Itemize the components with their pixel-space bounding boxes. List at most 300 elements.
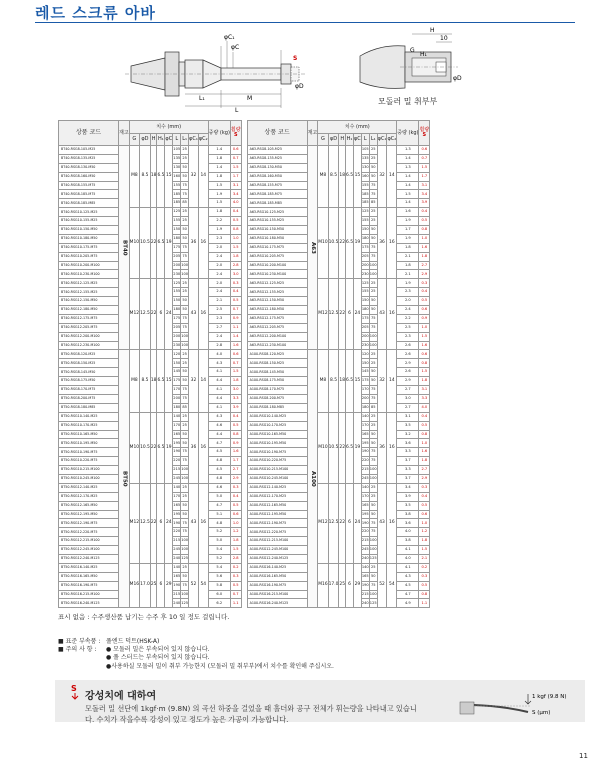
dim-l-left: 125	[173, 208, 181, 217]
spec-g-right: M8	[318, 146, 328, 208]
label-h1: H₁	[420, 51, 427, 58]
dim-l-right: 240	[361, 599, 369, 608]
accessory-text: ●사용하실 모돌러 밀이 취부 가능한지 (모돌러 밀 취부부)에서 치수를 확인해 주십시오.	[106, 662, 334, 670]
dim-l1-right: 50	[369, 306, 377, 315]
dim-l1-right: 25	[369, 483, 377, 492]
dim-l1-left: 25	[181, 483, 189, 492]
dim-l-right: 120	[361, 350, 369, 359]
product-code-right: A100-RSG8-145-M50	[247, 368, 307, 377]
dim-l-right: 150	[361, 359, 369, 368]
deflection-left: 0.9	[230, 314, 241, 323]
deflection-left: 4.0	[230, 199, 241, 208]
product-code-right: A100-RSG16-165-M50	[247, 572, 307, 581]
spec-g-right: M8	[318, 350, 328, 412]
spec-h1-right: 6.5	[346, 412, 354, 483]
deflection-left: 1.5	[230, 546, 241, 555]
weight-left: 1.8	[208, 154, 230, 163]
product-code-right: A100-RSG8-170-M75	[247, 386, 307, 395]
spec-c-left: 24	[165, 279, 173, 350]
dim-l-left: 190	[173, 519, 181, 528]
dim-l-left: 200	[173, 394, 181, 403]
dim-l1-right: 75	[369, 519, 377, 528]
deflection-left: 2.7	[230, 466, 241, 475]
weight-right: 1.6	[397, 208, 419, 217]
product-code-right: A63-RSG12-205-M75	[247, 323, 307, 332]
weight-left: 2.0	[208, 243, 230, 252]
accessory-label	[58, 654, 106, 662]
weight-right: 3.0	[397, 394, 419, 403]
deflection-left: 0.2	[230, 563, 241, 572]
dim-l-left: 185	[173, 190, 181, 199]
dim-l-right: 175	[361, 314, 369, 323]
weight-left: 4.3	[208, 412, 230, 421]
weight-left: 5.4	[208, 563, 230, 572]
spec-h-left: 22	[150, 483, 157, 563]
product-code-right: A63-RSG10-180-M50	[247, 234, 307, 243]
weight-left: 2.4	[208, 270, 230, 279]
product-code-left: BT50-RSG8-180-M85	[59, 403, 119, 412]
spec-c-left: 15	[165, 146, 173, 208]
weight-right: 1.3	[397, 163, 419, 172]
deflection-right: 1.1	[419, 599, 430, 608]
weight-left: 4.4	[208, 394, 230, 403]
dim-l-right: 180	[361, 306, 369, 315]
spec-d-left: 12.5	[140, 483, 151, 563]
weight-left: 5.2	[208, 528, 230, 537]
dim-l-left: 170	[173, 421, 181, 430]
detail-caption: 모돌러 밀 취부부	[378, 97, 438, 106]
deflection-right: 0.4	[419, 492, 430, 501]
spec-h1-right: 6	[346, 483, 354, 563]
dim-l-left: 165	[173, 430, 181, 439]
th-dim-col: L	[173, 134, 181, 146]
product-code-left: BT40-RSG8-185-M85	[59, 199, 119, 208]
th-dim-col: φC₂	[387, 134, 397, 146]
spec-h1-right: 6.5	[346, 208, 354, 279]
deflection-left: 0.4	[230, 492, 241, 501]
deflection-right: 0.5	[419, 421, 430, 430]
product-code-right: A100-RSG10-195-M50	[247, 439, 307, 448]
dim-l-right: 165	[361, 501, 369, 510]
dim-l1-left: 25	[181, 217, 189, 226]
spec-c1-right: 36	[377, 208, 387, 279]
deflection-right: 3.3	[419, 394, 430, 403]
deflection-right: 0.5	[419, 581, 430, 590]
product-code-right: A63-RSG10-230-M100	[247, 270, 307, 279]
deflection-right: 0.8	[419, 590, 430, 599]
accessory-line	[58, 654, 334, 662]
deflection-right: 1.0	[419, 234, 430, 243]
weight-left: 2.5	[208, 306, 230, 315]
dim-l-left: 165	[173, 572, 181, 581]
spec-c-right: 15	[354, 350, 362, 412]
product-code-right: A63-RSG8-105-M25	[247, 146, 307, 155]
spec-h-right: 18	[339, 350, 346, 412]
dim-l1-left: 75	[181, 181, 189, 190]
product-code-right: A100-RSG12-190-M75	[247, 519, 307, 528]
deflection-right: 2.7	[419, 466, 430, 475]
title-rule	[35, 22, 575, 23]
dim-l-left: 170	[173, 492, 181, 501]
dim-l1-right: 100	[369, 537, 377, 546]
dim-l-right: 245	[361, 474, 369, 483]
spec-c2-right: 14	[387, 146, 397, 208]
deflection-left: 1.7	[230, 457, 241, 466]
product-code-left: BT40-RSG10-205-M75	[59, 252, 119, 261]
weight-right: 3.1	[397, 412, 419, 421]
deflection-right: 1.6	[419, 341, 430, 350]
spec-c2-right: 16	[387, 412, 397, 483]
deflection-right: 1.7	[419, 172, 430, 181]
weight-left: 1.5	[208, 181, 230, 190]
product-code-right: A63-RSG12-175-M75	[247, 314, 307, 323]
dim-l1-right: 25	[369, 208, 377, 217]
label-10: 10	[440, 35, 448, 42]
product-code-left: BT50-RSG12-190-M75	[59, 519, 119, 528]
spec-c1-left: 36	[189, 208, 199, 279]
product-code-left: BT40-RSG12-200-M100	[59, 332, 119, 341]
product-code-right: A100-RSG12-165-M50	[247, 501, 307, 510]
spec-c-right: 24	[354, 483, 362, 563]
product-code-left: BT50-RSG10-220-M75	[59, 457, 119, 466]
spec-c-right: 19	[354, 412, 362, 483]
dim-l-left: 150	[173, 359, 181, 368]
weight-right: 1.4	[397, 181, 419, 190]
dim-l-right: 220	[361, 528, 369, 537]
dim-l-left: 215	[173, 537, 181, 546]
spec-h-right: 18	[339, 146, 346, 208]
dim-l-left: 180	[173, 234, 181, 243]
th-dim-col: H	[150, 134, 157, 146]
dim-l-right: 165	[361, 430, 369, 439]
dim-l1-right: 50	[369, 510, 377, 519]
deflection-right: 0.7	[419, 154, 430, 163]
th-defl-right-label: 휨량	[419, 127, 430, 133]
weight-right: 3.6	[397, 439, 419, 448]
dim-l-right: 215	[361, 537, 369, 546]
label-detail-phid: φD	[453, 75, 462, 82]
dim-l-right: 190	[361, 448, 369, 457]
weight-left: 5.0	[208, 537, 230, 546]
weight-right: 2.6	[397, 350, 419, 359]
dim-l1-left: 50	[181, 510, 189, 519]
spec-d-left: 17.0	[140, 563, 151, 607]
weight-right: 2.5	[397, 323, 419, 332]
deflection-right: 0.5	[419, 217, 430, 226]
weight-left: 2.0	[208, 279, 230, 288]
product-code-left: BT40-RSG12-180-M50	[59, 306, 119, 315]
deflection-left: 0.5	[230, 501, 241, 510]
dim-l-right: 170	[361, 421, 369, 430]
label-m: M	[247, 95, 253, 102]
weight-left: 2.0	[208, 261, 230, 270]
deflection-right: 0.5	[419, 297, 430, 306]
deflection-left: 3.4	[230, 190, 241, 199]
deflection-diagram	[458, 688, 568, 724]
th-defl-left	[230, 121, 241, 146]
weight-left: 4.4	[208, 430, 230, 439]
spec-c1-left: 32	[189, 350, 199, 412]
product-code-left: BT40-RSG12-150-M50	[59, 297, 119, 306]
dim-l1-left: 50	[181, 172, 189, 181]
weight-left: 1.8	[208, 208, 230, 217]
spec-g-right: M10	[318, 208, 328, 279]
spec-h1-left: 6.5	[157, 146, 165, 208]
dim-l1-right: 25	[369, 146, 377, 155]
accessory-text: 풀엔드 덕트(HSK-A)	[106, 638, 160, 645]
spec-c-left: 24	[165, 483, 173, 563]
deflection-right: 0.3	[419, 279, 430, 288]
spec-c1-left: 52	[189, 563, 199, 607]
dim-l1-right: 100	[369, 474, 377, 483]
dim-l1-right: 100	[369, 332, 377, 341]
deflection-right: 3.9	[419, 199, 430, 208]
product-code-left: BT50-RSG10-140-M25	[59, 412, 119, 421]
spec-g-right: M10	[318, 412, 328, 483]
product-code-left: BT50-RSG8-200-M75	[59, 394, 119, 403]
spec-c2-right: 16	[387, 279, 397, 350]
deflection-right: 0.6	[419, 146, 430, 155]
product-code-left: BT50-RSG8-150-M25	[59, 359, 119, 368]
product-code-right: A63-RSG10-150-M50	[247, 226, 307, 235]
dim-l1-left: 100	[181, 466, 189, 475]
dim-l-right: 230	[361, 341, 369, 350]
accessory-line	[58, 638, 334, 646]
spec-c1-right: 43	[377, 483, 387, 563]
product-code-left: BT50-RSG10-165-M50	[59, 430, 119, 439]
deflection-right: 1.0	[419, 323, 430, 332]
deflection-left: 3.3	[230, 394, 241, 403]
dim-l1-left: 50	[181, 297, 189, 306]
accessories-list	[58, 638, 334, 671]
spec-c2-left: 16	[198, 279, 208, 350]
weight-left: 5.1	[208, 510, 230, 519]
weight-left: 5.2	[208, 554, 230, 563]
spec-c-right: 29	[354, 563, 362, 607]
product-code-left: BT40-RSG10-180-M50	[59, 234, 119, 243]
dim-l1-left: 100	[181, 341, 189, 350]
deflection-left: 1.7	[230, 172, 241, 181]
accessory-line	[58, 663, 334, 671]
deflection-left: 1.1	[230, 323, 241, 332]
deflection-right: 0.9	[419, 314, 430, 323]
product-code-left: BT40-RSG12-155-M25	[59, 288, 119, 297]
dim-l1-right: 25	[369, 288, 377, 297]
series-label-right: A63	[307, 146, 318, 350]
dim-l1-left: 75	[181, 394, 189, 403]
weight-right: 3.8	[397, 537, 419, 546]
deflection-right: 0.6	[419, 510, 430, 519]
spec-c1-left: 43	[189, 483, 199, 563]
th-dim-left: 치수 (mm)	[129, 121, 208, 134]
dim-l1-right: 25	[369, 412, 377, 421]
spec-c2-right: 14	[387, 350, 397, 412]
deflection-right: 0.4	[419, 412, 430, 421]
product-code-right: A63-RSG8-160-M50	[247, 172, 307, 181]
page-title: 레드 스크류 아바	[35, 4, 156, 22]
dim-l-left: 240	[173, 554, 181, 563]
spec-c-right: 15	[354, 146, 362, 208]
th-dim-col: φC₁	[189, 134, 199, 146]
dim-l1-right: 75	[369, 581, 377, 590]
spec-d-left: 10.5	[140, 412, 151, 483]
dim-l-right: 125	[361, 208, 369, 217]
dim-l1-left: 75	[181, 243, 189, 252]
spec-g-left: M10	[129, 412, 139, 483]
accessory-label	[58, 663, 106, 671]
dim-l1-right: 75	[369, 457, 377, 466]
weight-left: 5.6	[208, 572, 230, 581]
product-code-left: BT50-RSG12-170-M25	[59, 492, 119, 501]
weight-left: 4.1	[208, 386, 230, 395]
deflection-left: 1.6	[230, 341, 241, 350]
dim-l1-left: 50	[181, 377, 189, 386]
product-code-right: A100-RSG12-220-M75	[247, 528, 307, 537]
product-code-left: BT40-RSG10-125-M25	[59, 208, 119, 217]
th-dim-col: L₁	[369, 134, 377, 146]
weight-left: 1.8	[208, 172, 230, 181]
product-code-left: BT50-RSG16-140-M25	[59, 563, 119, 572]
deflection-right: 1.5	[419, 546, 430, 555]
spec-d-right: 8.5	[328, 350, 339, 412]
label-l: L	[235, 107, 239, 114]
product-code-left: BT50-RSG12-195-M50	[59, 510, 119, 519]
dim-l1-right: 125	[369, 554, 377, 563]
dim-l1-left: 50	[181, 306, 189, 315]
dim-l1-left: 25	[181, 208, 189, 217]
dim-l1-left: 100	[181, 590, 189, 599]
dim-l-right: 150	[361, 226, 369, 235]
product-code-right: A63-RSG10-155-M25	[247, 217, 307, 226]
th-dim-col: φC₁	[377, 134, 387, 146]
th-s-right: S	[422, 132, 427, 138]
dim-l1-right: 75	[369, 386, 377, 395]
weight-right: 3.8	[397, 510, 419, 519]
dim-l-right: 145	[361, 368, 369, 377]
weight-left: 4.8	[208, 474, 230, 483]
product-code-right: A63-RSG8-185-M85	[247, 199, 307, 208]
deflection-left: 1.4	[230, 332, 241, 341]
deflection-right: 3.1	[419, 181, 430, 190]
product-code-left: BT50-RSG12-215-M100	[59, 537, 119, 546]
deflection-right: 2.9	[419, 270, 430, 279]
spec-c-left: 29	[165, 563, 173, 607]
th-dim-col: φC	[354, 134, 362, 146]
product-code-left: BT50-RSG16-165-M50	[59, 572, 119, 581]
spec-c2-left: 14	[198, 146, 208, 208]
dim-l-left: 150	[173, 226, 181, 235]
dim-l-left: 135	[173, 154, 181, 163]
label-phid: φD	[295, 83, 304, 90]
dim-l-right: 195	[361, 510, 369, 519]
product-code-right: A63-RSG8-155-M75	[247, 181, 307, 190]
product-code-right: A63-RSG10-200-M100	[247, 261, 307, 270]
deflection-right: 3.4	[419, 190, 430, 199]
spec-c1-right: 52	[377, 563, 387, 607]
dim-l1-right: 25	[369, 492, 377, 501]
dim-l1-right: 50	[369, 572, 377, 581]
product-code-left: BT40-RSG10-230-M100	[59, 270, 119, 279]
product-code-right: A63-RSG10-125-M25	[247, 208, 307, 217]
dim-l1-right: 25	[369, 350, 377, 359]
th-dim-col: φC	[165, 134, 173, 146]
dim-l1-right: 100	[369, 261, 377, 270]
dim-l1-left: 100	[181, 537, 189, 546]
product-code-right: A63-RSG12-230-M100	[247, 341, 307, 350]
spec-h-right: 22	[339, 279, 346, 350]
spec-d-right: 10.5	[328, 412, 339, 483]
dim-l-left: 240	[173, 599, 181, 608]
product-code-right: A100-RSG16-140-M25	[247, 563, 307, 572]
product-code-right: A100-RSG12-195-M50	[247, 510, 307, 519]
dim-l-left: 245	[173, 474, 181, 483]
dim-l1-right: 50	[369, 172, 377, 181]
icon-s-letter: S	[71, 684, 77, 693]
product-code-left: BT40-RSG10-150-M50	[59, 226, 119, 235]
deflection-left: 0.5	[230, 421, 241, 430]
spec-h1-left: 6	[157, 563, 165, 607]
dim-l1-right: 50	[369, 430, 377, 439]
dim-l-left: 190	[173, 581, 181, 590]
spec-c-right: 24	[354, 279, 362, 350]
dim-l-left: 140	[173, 483, 181, 492]
dim-l1-right: 25	[369, 563, 377, 572]
dim-l-right: 155	[361, 217, 369, 226]
weight-right: 4.3	[397, 572, 419, 581]
dim-l-right: 130	[361, 163, 369, 172]
footnote: 표시 없음 : 수주생산품 납기는 수주 후 10 일 정도 걸립니다.	[58, 613, 230, 621]
weight-left: 2.4	[208, 288, 230, 297]
weight-left: 4.8	[208, 457, 230, 466]
dim-l1-right: 100	[369, 341, 377, 350]
deflection-right: 1.2	[419, 528, 430, 537]
dim-l1-right: 100	[369, 590, 377, 599]
spec-c2-right: 16	[387, 483, 397, 563]
deflection-left: 1.0	[230, 519, 241, 528]
deflection-right: 0.6	[419, 350, 430, 359]
spec-h1-left: 6.5	[157, 412, 165, 483]
dim-l1-left: 75	[181, 457, 189, 466]
dim-l1-right: 85	[369, 403, 377, 412]
weight-left: 4.1	[208, 368, 230, 377]
dim-l1-left: 50	[181, 572, 189, 581]
product-code-left: BT50-RSG10-245-M100	[59, 474, 119, 483]
dim-l-left: 175	[173, 377, 181, 386]
weight-right: 2.3	[397, 332, 419, 341]
dim-l-right: 200	[361, 261, 369, 270]
th-defl-right	[419, 121, 430, 146]
product-code-left: BT40-RSG12-205-M75	[59, 323, 119, 332]
dim-l-right: 140	[361, 483, 369, 492]
label-phic: φC	[231, 44, 240, 51]
accessory-label: ■ 주의 사 항 :	[58, 646, 97, 654]
product-code-right: A63-RSG10-205-M75	[247, 252, 307, 261]
product-code-right: A100-RSG8-180-M85	[247, 403, 307, 412]
dim-l-left: 130	[173, 163, 181, 172]
weight-left: 5.0	[208, 492, 230, 501]
product-code-left: BT50-RSG12-240-M125	[59, 554, 119, 563]
weight-left: 5.8	[208, 581, 230, 590]
dim-l-right: 245	[361, 546, 369, 555]
spec-g-right: M12	[318, 279, 328, 350]
weight-left: 1.4	[208, 163, 230, 172]
dim-l-left: 200	[173, 332, 181, 341]
deflection-left: 0.9	[230, 439, 241, 448]
spec-c-left: 19	[165, 208, 173, 279]
dim-l1-left: 75	[181, 323, 189, 332]
product-code-left: BT50-RSG10-170-M25	[59, 421, 119, 430]
dim-l-right: 185	[361, 199, 369, 208]
